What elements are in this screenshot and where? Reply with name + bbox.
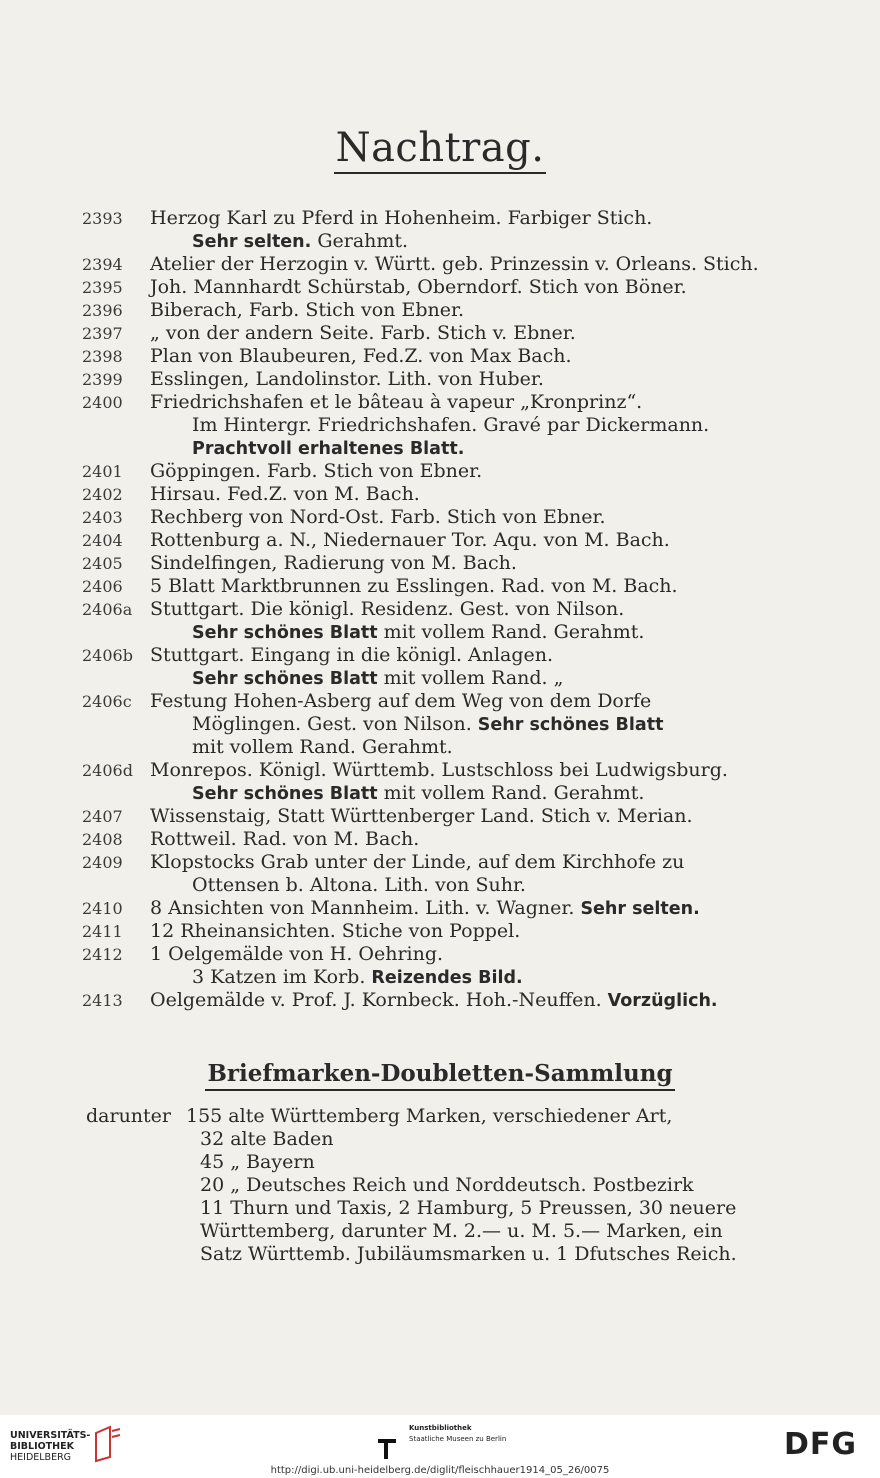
entry-text-part: Monrepos. Königl. Württemb. Lustschloss bei Ludwigsburg. (150, 759, 728, 781)
entry-text (150, 598, 624, 621)
entry-text (150, 644, 553, 667)
dfg-logo[interactable]: DFG (784, 1427, 858, 1462)
entry-text-part: Wissenstaig, Statt Württenberger Land. Stich v. Merian. (150, 805, 693, 827)
entry-text-part: mit vollem Rand. Gerahmt. (377, 782, 645, 804)
entry-text-part: 1 Oelgemälde von H. Oehring. (150, 943, 444, 965)
entry-text-part: Herzog Karl zu Pferd in Hohenheim. Farbiger Stich. (150, 207, 653, 229)
catalogue-entry-row (82, 437, 750, 460)
stamp-line (86, 1243, 756, 1266)
entry-text-part: Stuttgart. Die königl. Residenz. Gest. von Nilson. (150, 598, 625, 620)
lot-number: 2398 (82, 347, 123, 366)
entry-text-part: 3 Katzen im Korb. (192, 966, 372, 988)
catalogue-entry-row (82, 920, 750, 943)
entry-text (150, 276, 687, 299)
lot-number: 2393 (82, 209, 123, 228)
entry-text (192, 713, 663, 737)
entry-text (150, 529, 670, 552)
catalogue-entries (82, 207, 759, 1012)
kunstbibliothek-emblem-icon (376, 1435, 398, 1461)
entry-text-part: Stuttgart. Eingang in die königl. Anlagen. (150, 644, 554, 666)
catalogue-entry-row (82, 943, 750, 966)
stamp-text: Württemberg, darunter M. 2.— u. M. 5.— Marken, ein (200, 1220, 723, 1242)
stamp-line (86, 1128, 756, 1151)
emphasis-text: Sehr selten. (580, 899, 700, 919)
lot-number: 2406b (82, 646, 133, 665)
lot-number: 2406 (82, 577, 123, 596)
emphasis-text: Sehr selten. (192, 232, 312, 252)
entry-text (150, 805, 693, 828)
stamp-text: 20 „ Deutsches Reich und Norddeutsch. Postbezirk (200, 1174, 694, 1196)
entry-text-part: Ottensen b. Altona. Lith. von Suhr. (192, 874, 526, 896)
ub-emblem-icon (92, 1423, 122, 1463)
entry-text (150, 989, 718, 1013)
entry-text (150, 506, 606, 529)
catalogue-entry-row (82, 207, 750, 230)
catalogue-entry-row (82, 253, 759, 276)
entry-text-part: mit vollem Rand. Gerahmt. (192, 736, 453, 758)
entry-text-part: 8 Ansichten von Mannheim. Lith. v. Wagner. (150, 897, 581, 919)
entry-text (192, 437, 464, 461)
lot-number: 2395 (82, 278, 123, 297)
entry-text-part: Rechberg von Nord-Ost. Farb. Stich von Ebner. (150, 506, 606, 528)
entry-text-part: Plan von Blaubeuren, Fed.Z. von Max Bach. (150, 345, 572, 367)
stamp-lead-word: darunter (86, 1105, 172, 1127)
stamp-line (86, 1105, 756, 1128)
catalogue-entry-row (82, 805, 750, 828)
catalogue-entry-row (82, 322, 750, 345)
entry-text-part: Sindelfingen, Radierung von M. Bach. (150, 552, 517, 574)
entry-text (150, 552, 517, 575)
lot-number: 2403 (82, 508, 123, 527)
entry-text-part: Klopstocks Grab unter der Linde, auf dem Kirchhofe zu (150, 851, 685, 873)
entry-text-part: Im Hintergr. Friedrichshafen. Gravé par Dickermann. (192, 414, 710, 436)
lot-number: 2394 (82, 255, 123, 274)
lot-number: 2412 (82, 945, 123, 964)
page-title: Nachtrag. (0, 124, 880, 174)
entry-text (150, 345, 572, 368)
lot-number: 2406c (82, 692, 132, 711)
emphasis-text: Sehr schönes Blatt (192, 669, 378, 689)
lot-number: 2411 (82, 922, 123, 941)
entry-text (150, 299, 464, 322)
lot-number: 2406a (82, 600, 133, 619)
catalogue-entry-row (82, 851, 750, 874)
lot-number: 2410 (82, 899, 123, 918)
entry-text-part: „ von der andern Seite. Farb. Stich v. Ebner. (150, 322, 576, 344)
entry-text (150, 943, 443, 966)
stamp-text: 45 „ Bayern (200, 1151, 315, 1173)
catalogue-entry-row (82, 575, 750, 598)
catalogue-entry-row (82, 966, 750, 989)
catalogue-entry-row (82, 897, 750, 920)
catalogue-entry-row (82, 598, 750, 621)
lot-number: 2406d (82, 761, 133, 780)
entry-text (150, 322, 576, 345)
lot-number: 2407 (82, 807, 123, 826)
entry-text-part: mit vollem Rand. „ (377, 667, 564, 689)
stamp-text: 11 Thurn und Taxis, 2 Hamburg, 5 Preussen, 30 neuere (200, 1197, 737, 1219)
entry-text-part: Rottenburg a. N., Niedernauer Tor. Aqu. von M. Bach. (150, 529, 670, 551)
entry-text (150, 460, 482, 483)
entry-text (150, 920, 520, 943)
catalogue-entry-row (82, 483, 750, 506)
stamp-line (86, 1151, 756, 1174)
entry-text-part: Möglingen. Gest. von Nilson. (192, 713, 478, 735)
catalogue-entry-row (82, 759, 750, 782)
catalogue-entry-row (82, 506, 750, 529)
entry-text (150, 253, 759, 276)
stamp-line (86, 1197, 756, 1220)
emphasis-text: Sehr schönes Blatt (477, 715, 664, 735)
catalogue-entry-row (82, 828, 750, 851)
entry-text-part: 12 Rheinansichten. Stiche von Poppel. (150, 920, 521, 942)
entry-text-part: 5 Blatt Marktbrunnen zu Esslingen. Rad. von M. Bach. (150, 575, 678, 597)
emphasis-text: Vorzüglich. (607, 991, 718, 1011)
ub-heidelberg-logo[interactable]: UNIVERSITÄTS- BIBLIOTHEK HEIDELBERG (10, 1430, 91, 1463)
entry-text-part: Esslingen, Landolinstor. Lith. von Huber. (150, 368, 544, 390)
catalogue-entry-row (82, 391, 750, 414)
lot-number: 2405 (82, 554, 123, 573)
lot-number: 2397 (82, 324, 123, 343)
lot-number: 2409 (82, 853, 123, 872)
stamp-text: 32 alte Baden (200, 1128, 334, 1150)
stamp-line (86, 1174, 756, 1197)
lot-number: 2399 (82, 370, 123, 389)
catalogue-entry-row (82, 690, 750, 713)
catalogue-entry-row (82, 368, 750, 391)
emphasis-text: Prachtvoll erhaltenes Blatt. (192, 439, 465, 459)
entry-text-part: Göppingen. Farb. Stich von Ebner. (150, 460, 483, 482)
catalogue-entry-row (82, 782, 750, 805)
entry-text (150, 368, 544, 391)
entry-text (150, 828, 419, 851)
lot-number: 2400 (82, 393, 123, 412)
emphasis-text: Reizendes Bild. (371, 968, 523, 988)
entry-text-part: mit vollem Rand. Gerahmt. (377, 621, 645, 643)
stamp-line (86, 1220, 756, 1243)
entry-text (192, 874, 526, 897)
catalogue-entry-row (82, 345, 750, 368)
entry-text (150, 575, 678, 598)
entry-text-part: Hirsau. Fed.Z. von M. Bach. (150, 483, 420, 505)
entry-text (150, 851, 684, 874)
entry-text (150, 391, 642, 414)
emphasis-text: Sehr schönes Blatt (192, 623, 378, 643)
lot-number: 2401 (82, 462, 123, 481)
catalogue-entry-row (82, 414, 750, 437)
catalogue-entry-row (82, 989, 750, 1012)
catalogue-entry-row (82, 736, 750, 759)
entry-text-part: Atelier der Herzogin v. Württ. geb. Prinzessin v. Orleans. Stich. (150, 253, 759, 275)
catalogue-entry-row (82, 713, 750, 736)
entry-text (150, 897, 700, 921)
entry-text (150, 207, 652, 230)
stamp-text: Satz Württemb. Jubiläumsmarken u. 1 Dfutsches Reich. (200, 1243, 737, 1265)
section-title: Briefmarken-Doubletten-Sammlung (0, 1060, 880, 1091)
catalogue-entry-row (82, 667, 750, 690)
lot-number: 2404 (82, 531, 123, 550)
catalogue-entry-row (82, 874, 750, 897)
entry-text (150, 690, 651, 713)
entry-text (192, 230, 408, 254)
lot-number: 2402 (82, 485, 123, 504)
catalogue-entry-row (82, 460, 750, 483)
footer-bar: UNIVERSITÄTS- BIBLIOTHEK HEIDELBERG Kunstbibliothek Staatliche Museen zu Berlin DFG http://digi.ub.uni-heidelberg.de/diglit/fleischhauer1914_05_26/0075 (0, 1415, 880, 1478)
lot-number: 2413 (82, 991, 123, 1010)
entry-text-part: Rottweil. Rad. von M. Bach. (150, 828, 420, 850)
catalogue-entry-row (82, 644, 750, 667)
entry-text-part: Joh. Mannhardt Schürstab, Oberndorf. Stich von Böner. (150, 276, 687, 298)
entry-text-part: Festung Hohen-Asberg auf dem Weg von dem Dorfe (150, 690, 652, 712)
source-url[interactable]: http://digi.ub.uni-heidelberg.de/diglit/fleischhauer1914_05_26/0075 (270, 1465, 610, 1476)
catalogue-entry-row (82, 552, 750, 575)
entry-text-part: Oelgemälde v. Prof. J. Kornbeck. Hoh.-Neuffen. (150, 989, 608, 1011)
entry-text (192, 621, 644, 645)
entry-text (192, 782, 644, 806)
emphasis-text: Sehr schönes Blatt (192, 784, 378, 804)
entry-text (192, 736, 453, 759)
entry-text (150, 759, 728, 782)
catalogue-entry-row (82, 621, 750, 644)
entry-text (192, 414, 709, 437)
entry-text (192, 667, 563, 691)
catalogue-entry-row (82, 230, 750, 253)
catalogue-entry-row (82, 299, 750, 322)
lot-number: 2396 (82, 301, 123, 320)
catalogue-entry-row (82, 529, 750, 552)
lot-number: 2408 (82, 830, 123, 849)
stamp-collection-list (86, 1105, 756, 1266)
entry-text-part: Gerahmt. (311, 230, 409, 252)
entry-text (150, 483, 420, 506)
catalogue-entry-row (82, 276, 750, 299)
entry-text-part: Biberach, Farb. Stich von Ebner. (150, 299, 465, 321)
entry-text (192, 966, 523, 990)
entry-text-part: Friedrichshafen et le bâteau à vapeur „Kronprinz“. (150, 391, 643, 413)
stamp-text: 155 alte Württemberg Marken, verschiedener Art, (186, 1105, 673, 1127)
